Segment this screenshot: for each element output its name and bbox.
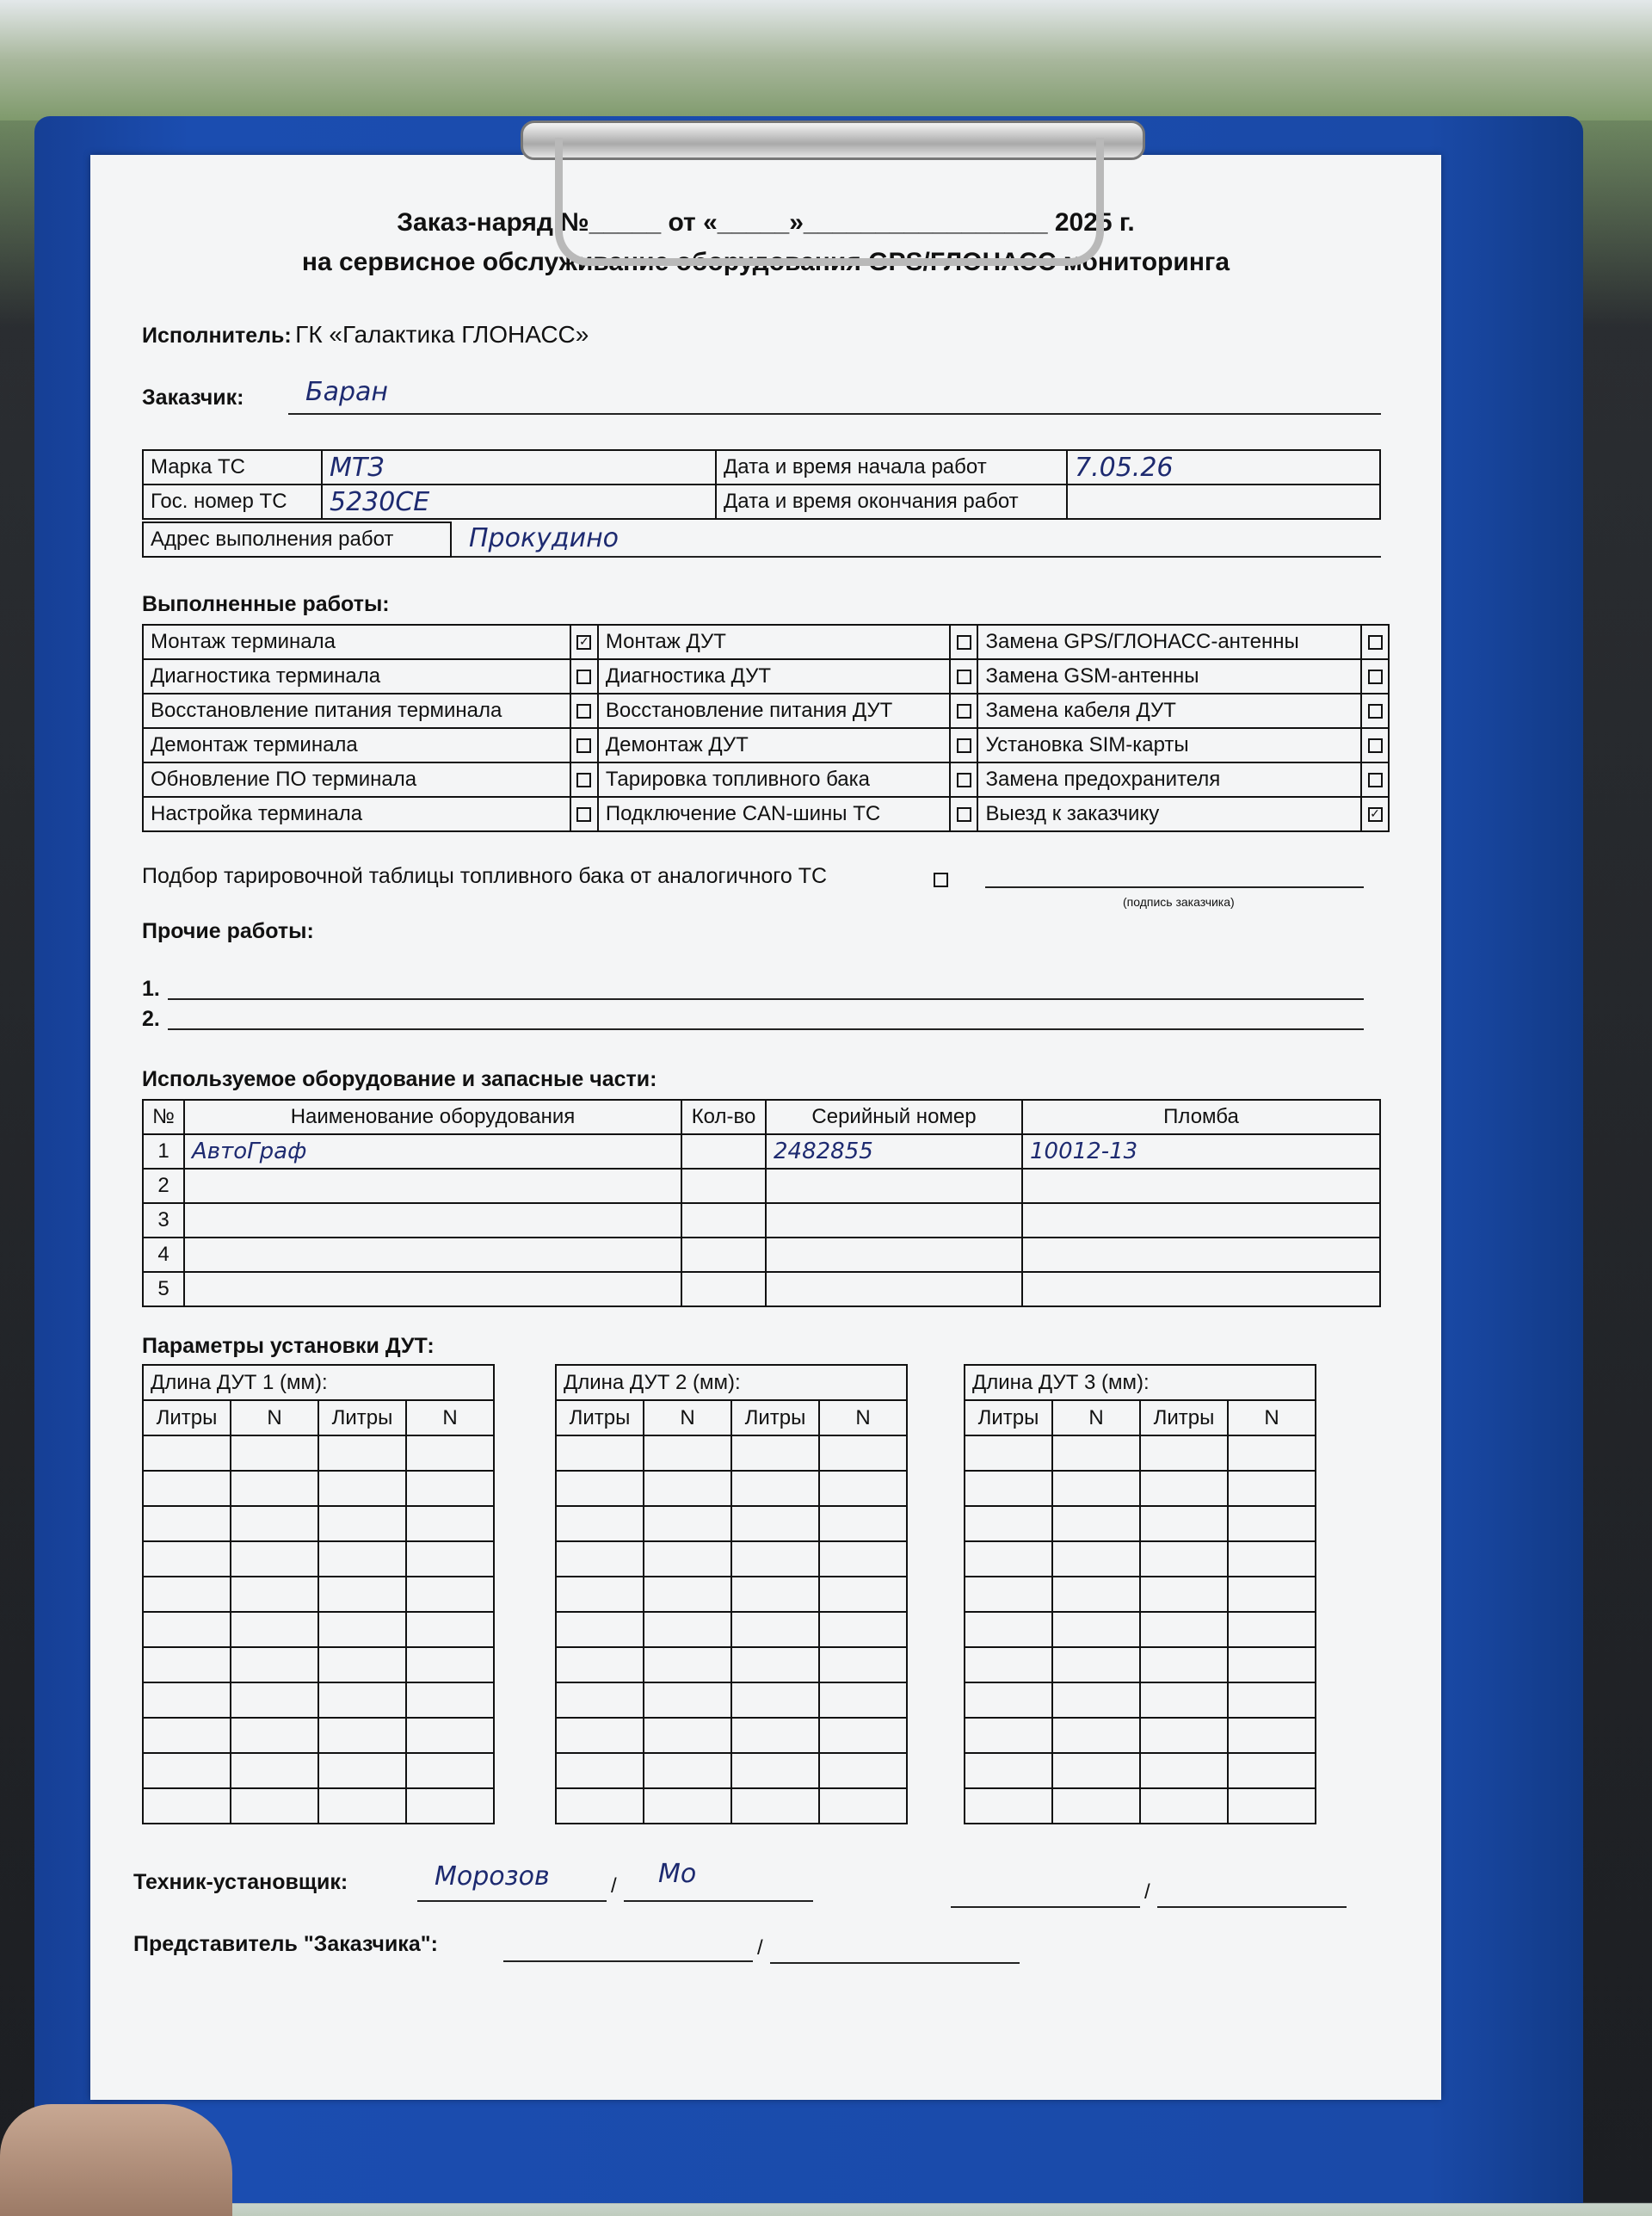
- dut-cell[interactable]: [1228, 1788, 1316, 1824]
- equipment-cell: 4: [143, 1238, 184, 1272]
- work-checkbox[interactable]: [957, 635, 971, 650]
- work-label: Выезд к заказчику: [977, 797, 1361, 831]
- dut-cell[interactable]: [231, 1788, 318, 1824]
- dut-cell[interactable]: [143, 1788, 231, 1824]
- dut-col-header: N: [1052, 1400, 1140, 1435]
- work-label: Диагностика ДУТ: [598, 659, 951, 694]
- dut-cell[interactable]: [1228, 1753, 1316, 1788]
- dut-cell[interactable]: [1052, 1506, 1140, 1541]
- dut-cell[interactable]: [406, 1435, 494, 1471]
- dut-table-2: [555, 1364, 908, 1824]
- equipment-cell: [681, 1238, 766, 1272]
- dut-cell[interactable]: [731, 1471, 819, 1506]
- dut-col-header: Литры: [143, 1400, 231, 1435]
- dut-cell[interactable]: [965, 1435, 1052, 1471]
- equipment-header-seal: Пломба: [1022, 1100, 1380, 1134]
- dut-cell[interactable]: [819, 1647, 907, 1682]
- dut-cell[interactable]: [556, 1541, 644, 1577]
- work-label: Замена кабеля ДУТ: [977, 694, 1361, 728]
- equipment-cell: [1022, 1169, 1380, 1203]
- dut-cell[interactable]: [406, 1471, 494, 1506]
- dut-col-header: N: [1228, 1400, 1316, 1435]
- dut-cell[interactable]: [1140, 1612, 1228, 1647]
- dut-cell[interactable]: [406, 1788, 494, 1824]
- equipment-row: [143, 1272, 1380, 1306]
- dut-cell[interactable]: [644, 1471, 731, 1506]
- brand-label: Марка ТС: [143, 450, 322, 485]
- work-checkbox[interactable]: [1368, 773, 1383, 787]
- dut-cell[interactable]: [318, 1471, 406, 1506]
- dut-table-title: Длина ДУТ 3 (мм):: [965, 1365, 1316, 1400]
- work-label: Обновление ПО терминала: [143, 762, 570, 797]
- works-row: [143, 694, 1389, 728]
- dut-cell[interactable]: [1228, 1506, 1316, 1541]
- equipment-cell: [1022, 1238, 1380, 1272]
- dut-col-header: Литры: [556, 1400, 644, 1435]
- extra-sign-line-2: [1157, 1906, 1347, 1908]
- equipment-cell: [766, 1203, 1022, 1238]
- dut-cell[interactable]: [965, 1577, 1052, 1612]
- dut-cell[interactable]: [318, 1682, 406, 1718]
- work-checkbox-cell: [570, 625, 598, 659]
- executor-value: ГК «Галактика ГЛОНАСС»: [295, 321, 589, 348]
- address-table: [142, 522, 452, 558]
- work-checkbox[interactable]: [1368, 704, 1383, 719]
- dut-cell[interactable]: [644, 1506, 731, 1541]
- equipment-cell: 10012-13: [1022, 1134, 1380, 1169]
- work-label: Подключение CAN-шины ТС: [598, 797, 951, 831]
- work-checkbox-cell: [1361, 694, 1389, 728]
- slash-3: /: [757, 1936, 763, 1960]
- equipment-cell: [1022, 1203, 1380, 1238]
- brand-value: МТЗ: [322, 450, 716, 485]
- work-checkbox-cell: [950, 625, 977, 659]
- dut-cell[interactable]: [731, 1788, 819, 1824]
- dut-cell[interactable]: [1052, 1471, 1140, 1506]
- dut-cell[interactable]: [965, 1506, 1052, 1541]
- equipment-cell: 1: [143, 1134, 184, 1169]
- dut-cell[interactable]: [1228, 1577, 1316, 1612]
- dut-cell[interactable]: [231, 1541, 318, 1577]
- equipment-cell: [681, 1272, 766, 1306]
- dut-cell[interactable]: [965, 1541, 1052, 1577]
- work-checkbox-cell: [950, 797, 977, 831]
- extra-sign-line-1: [951, 1906, 1140, 1908]
- dut-cell[interactable]: [556, 1471, 644, 1506]
- equipment-cell: [184, 1203, 681, 1238]
- equipment-row: [143, 1238, 1380, 1272]
- dut-cell[interactable]: [1052, 1647, 1140, 1682]
- work-checkbox[interactable]: [957, 670, 971, 684]
- dut-cell[interactable]: [231, 1753, 318, 1788]
- dut-cell[interactable]: [556, 1753, 644, 1788]
- dut-cell[interactable]: [143, 1506, 231, 1541]
- work-checkbox[interactable]: ✓: [576, 635, 591, 650]
- dut-cell[interactable]: [406, 1506, 494, 1541]
- dut-cell[interactable]: [231, 1577, 318, 1612]
- equipment-row: [143, 1134, 1380, 1169]
- work-checkbox-cell: [950, 762, 977, 797]
- dut-cell[interactable]: [318, 1788, 406, 1824]
- dut-cell[interactable]: [231, 1682, 318, 1718]
- works-row: [143, 762, 1389, 797]
- work-checkbox-cell: [570, 728, 598, 762]
- dut-cell[interactable]: [731, 1435, 819, 1471]
- equipment-cell: [766, 1272, 1022, 1306]
- dut-cell[interactable]: [1140, 1718, 1228, 1753]
- dut-cell[interactable]: [819, 1541, 907, 1577]
- work-checkbox-cell: [1361, 762, 1389, 797]
- dut-cell[interactable]: [1052, 1612, 1140, 1647]
- work-label: Восстановление питания ДУТ: [598, 694, 951, 728]
- address-line: [452, 556, 1381, 558]
- dut-cell[interactable]: [143, 1682, 231, 1718]
- equipment-row: [143, 1203, 1380, 1238]
- work-checkbox[interactable]: [576, 807, 591, 822]
- dut-cell[interactable]: [143, 1753, 231, 1788]
- slash-1: /: [611, 1874, 617, 1898]
- dut-cell[interactable]: [819, 1471, 907, 1506]
- dut-cell[interactable]: [731, 1577, 819, 1612]
- dut-cell[interactable]: [731, 1647, 819, 1682]
- work-label: Установка SIM-карты: [977, 728, 1361, 762]
- works-row: [143, 797, 1389, 831]
- dut-cell[interactable]: [644, 1577, 731, 1612]
- dut-col-header: N: [406, 1400, 494, 1435]
- equipment-cell: [184, 1238, 681, 1272]
- address-value: Прокудино: [469, 523, 620, 553]
- work-checkbox-cell: [1361, 797, 1389, 831]
- dut-cell[interactable]: [1140, 1471, 1228, 1506]
- works-heading: Выполненные работы:: [142, 592, 390, 616]
- dut-cell[interactable]: [406, 1753, 494, 1788]
- work-label: Настройка терминала: [143, 797, 570, 831]
- dut-cell[interactable]: [1140, 1753, 1228, 1788]
- address-label: Адрес выполнения работ: [143, 522, 451, 557]
- works-row: [143, 659, 1389, 694]
- dut-cell[interactable]: [1140, 1788, 1228, 1824]
- customer-label: Заказчик:: [142, 386, 244, 410]
- dut-heading: Параметры установки ДУТ:: [142, 1334, 435, 1358]
- equipment-cell: [681, 1134, 766, 1169]
- dut-col-header: Литры: [1140, 1400, 1228, 1435]
- dut-cell[interactable]: [819, 1577, 907, 1612]
- other-work-1-line: [168, 998, 1364, 1000]
- work-checkbox-cell: [950, 659, 977, 694]
- work-checkbox-cell: [570, 762, 598, 797]
- dut-cell[interactable]: [731, 1506, 819, 1541]
- customer-signature-caption: (подпись заказчика): [1123, 895, 1235, 909]
- dut-cell[interactable]: [143, 1435, 231, 1471]
- dut-col-header: Литры: [318, 1400, 406, 1435]
- work-label: Монтаж терминала: [143, 625, 570, 659]
- work-label: Восстановление питания терминала: [143, 694, 570, 728]
- dut-cell[interactable]: [318, 1577, 406, 1612]
- calibration-signature-line: [985, 886, 1364, 888]
- calibration-label: Подбор тарировочной таблицы топливного бака от аналогичного ТС: [142, 864, 828, 888]
- equipment-cell: [184, 1169, 681, 1203]
- other-work-1-number: 1.: [142, 977, 160, 1001]
- dut-cell[interactable]: [143, 1718, 231, 1753]
- work-label: Демонтаж ДУТ: [598, 728, 951, 762]
- dut-cell[interactable]: [819, 1435, 907, 1471]
- dut-cell[interactable]: [644, 1718, 731, 1753]
- dut-cell[interactable]: [556, 1788, 644, 1824]
- clipboard-clip: [521, 120, 1140, 275]
- executor-row: [142, 321, 589, 349]
- work-checkbox[interactable]: [576, 670, 591, 684]
- dut-cell[interactable]: [231, 1718, 318, 1753]
- dut-cell[interactable]: [819, 1682, 907, 1718]
- work-label: Замена GSM-антенны: [977, 659, 1361, 694]
- dut-cell[interactable]: [1228, 1471, 1316, 1506]
- dut-cell[interactable]: [556, 1682, 644, 1718]
- dut-cell[interactable]: [1140, 1541, 1228, 1577]
- vehicle-table: [142, 449, 1381, 520]
- dut-cell[interactable]: [819, 1788, 907, 1824]
- dut-col-header: N: [819, 1400, 907, 1435]
- dut-cell[interactable]: [406, 1682, 494, 1718]
- work-checkbox[interactable]: [957, 807, 971, 822]
- dut-cell[interactable]: [231, 1471, 318, 1506]
- dut-cell[interactable]: [231, 1647, 318, 1682]
- equipment-header-no: №: [143, 1100, 184, 1134]
- dut-col-header: Литры: [731, 1400, 819, 1435]
- clip-loop: [555, 138, 1104, 266]
- dut-cell[interactable]: [143, 1577, 231, 1612]
- work-checkbox[interactable]: [576, 773, 591, 787]
- car-window-view: [0, 0, 1652, 120]
- dut-cell[interactable]: [318, 1612, 406, 1647]
- dut-cell[interactable]: [965, 1753, 1052, 1788]
- dut-cell[interactable]: [644, 1541, 731, 1577]
- work-label: Замена предохранителя: [977, 762, 1361, 797]
- dut-cell[interactable]: [965, 1718, 1052, 1753]
- work-checkbox[interactable]: [576, 704, 591, 719]
- dut-cell[interactable]: [1228, 1647, 1316, 1682]
- dut-cell[interactable]: [318, 1435, 406, 1471]
- dut-cell[interactable]: [318, 1541, 406, 1577]
- dut-cell[interactable]: [1052, 1541, 1140, 1577]
- dut-cell[interactable]: [644, 1788, 731, 1824]
- dut-cell[interactable]: [1052, 1753, 1140, 1788]
- equipment-cell: [184, 1272, 681, 1306]
- start-label: Дата и время начала работ: [716, 450, 1067, 485]
- equipment-row: [143, 1169, 1380, 1203]
- work-checkbox-cell: [1361, 659, 1389, 694]
- dut-cell[interactable]: [406, 1577, 494, 1612]
- plate-label: Гос. номер ТС: [143, 485, 322, 519]
- dut-table-title: Длина ДУТ 2 (мм):: [556, 1365, 907, 1400]
- dut-cell[interactable]: [644, 1682, 731, 1718]
- end-label: Дата и время окончания работ: [716, 485, 1067, 519]
- dut-cell[interactable]: [1052, 1577, 1140, 1612]
- equipment-cell: 2: [143, 1169, 184, 1203]
- customer-line: [288, 413, 1381, 415]
- dut-cell[interactable]: [965, 1612, 1052, 1647]
- customer-rep-label: Представитель "Заказчика":: [133, 1932, 438, 1956]
- dut-cell[interactable]: [318, 1647, 406, 1682]
- dut-cell[interactable]: [1052, 1788, 1140, 1824]
- dut-cell[interactable]: [1228, 1541, 1316, 1577]
- work-label: Диагностика терминала: [143, 659, 570, 694]
- equipment-cell: 3: [143, 1203, 184, 1238]
- equipment-cell: АвтоГраф: [184, 1134, 681, 1169]
- dut-cell[interactable]: [1140, 1577, 1228, 1612]
- dut-cell[interactable]: [556, 1506, 644, 1541]
- dut-cell[interactable]: [1140, 1435, 1228, 1471]
- dut-cell[interactable]: [731, 1718, 819, 1753]
- dut-cell[interactable]: [731, 1612, 819, 1647]
- dut-cell[interactable]: [143, 1541, 231, 1577]
- dut-table-1: [142, 1364, 495, 1824]
- calibration-checkbox[interactable]: [934, 873, 948, 887]
- dut-cell[interactable]: [556, 1647, 644, 1682]
- dut-cell[interactable]: [318, 1718, 406, 1753]
- dut-cell[interactable]: [965, 1788, 1052, 1824]
- dut-cell[interactable]: [406, 1647, 494, 1682]
- end-value: [1067, 485, 1380, 519]
- dut-cell[interactable]: [406, 1541, 494, 1577]
- dut-cell[interactable]: [1052, 1435, 1140, 1471]
- dut-cell[interactable]: [556, 1718, 644, 1753]
- work-checkbox[interactable]: [576, 738, 591, 753]
- dut-cell[interactable]: [819, 1753, 907, 1788]
- dut-cell[interactable]: [965, 1647, 1052, 1682]
- technician-sign-line: [624, 1900, 813, 1902]
- dut-cell[interactable]: [819, 1718, 907, 1753]
- work-checkbox[interactable]: [957, 738, 971, 753]
- technician-name: Морозов: [435, 1861, 550, 1892]
- other-work-2-line: [168, 1028, 1364, 1030]
- works-row: [143, 625, 1389, 659]
- equipment-heading: Используемое оборудование и запасные части:: [142, 1067, 657, 1091]
- doc-title-line2: на сервисное обслуживание оборудования GPS/ГЛОНАСС мониторинга: [301, 248, 1230, 276]
- work-label: Замена GPS/ГЛОНАСС-антенны: [977, 625, 1361, 659]
- equipment-cell: [681, 1169, 766, 1203]
- dut-cell[interactable]: [143, 1612, 231, 1647]
- dut-cell[interactable]: [731, 1541, 819, 1577]
- dut-cell[interactable]: [143, 1647, 231, 1682]
- dut-table-3: [964, 1364, 1316, 1824]
- dut-col-header: N: [231, 1400, 318, 1435]
- work-checkbox-cell: [570, 694, 598, 728]
- work-order-sheet: [90, 155, 1441, 2100]
- dut-cell[interactable]: [556, 1435, 644, 1471]
- equipment-cell: [681, 1203, 766, 1238]
- dut-table-title: Длина ДУТ 1 (мм):: [143, 1365, 494, 1400]
- dut-cell[interactable]: [1228, 1718, 1316, 1753]
- equipment-header-serial: Серийный номер: [766, 1100, 1022, 1134]
- dut-cell[interactable]: [819, 1506, 907, 1541]
- work-label: Демонтаж терминала: [143, 728, 570, 762]
- work-checkbox-cell: [570, 659, 598, 694]
- dut-cell[interactable]: [143, 1471, 231, 1506]
- dut-cell[interactable]: [1052, 1718, 1140, 1753]
- dut-col-header: Литры: [965, 1400, 1052, 1435]
- dut-cell[interactable]: [556, 1612, 644, 1647]
- dut-cell[interactable]: [231, 1435, 318, 1471]
- other-work-2-number: 2.: [142, 1007, 160, 1031]
- dut-cell[interactable]: [231, 1612, 318, 1647]
- executor-label: Исполнитель:: [142, 324, 292, 348]
- plate-value: 5230СЕ: [322, 485, 716, 519]
- equipment-cell: 2482855: [766, 1134, 1022, 1169]
- technician-label: Техник-установщик:: [133, 1870, 348, 1894]
- customer-rep-line-2: [770, 1962, 1020, 1964]
- work-checkbox[interactable]: [1368, 635, 1383, 650]
- start-value: 7.05.26: [1067, 450, 1380, 485]
- work-checkbox[interactable]: ✓: [1368, 807, 1383, 822]
- work-checkbox-cell: [570, 797, 598, 831]
- equipment-table: [142, 1099, 1381, 1307]
- dut-cell[interactable]: [731, 1753, 819, 1788]
- equipment-cell: [766, 1238, 1022, 1272]
- dut-cell[interactable]: [1140, 1506, 1228, 1541]
- work-checkbox-cell: [950, 728, 977, 762]
- dut-cell[interactable]: [1228, 1435, 1316, 1471]
- work-checkbox[interactable]: [1368, 670, 1383, 684]
- customer-rep-line-1: [503, 1960, 753, 1962]
- dut-cell[interactable]: [318, 1753, 406, 1788]
- dut-cell[interactable]: [231, 1506, 318, 1541]
- work-checkbox-cell: [1361, 728, 1389, 762]
- equipment-cell: [1022, 1272, 1380, 1306]
- slash-2: /: [1144, 1880, 1150, 1904]
- dut-cell[interactable]: [965, 1471, 1052, 1506]
- works-row: [143, 728, 1389, 762]
- dut-cell[interactable]: [1228, 1682, 1316, 1718]
- other-works-heading: Прочие работы:: [142, 919, 314, 943]
- dut-cell[interactable]: [556, 1577, 644, 1612]
- work-checkbox-cell: [1361, 625, 1389, 659]
- dut-col-header: N: [644, 1400, 731, 1435]
- dut-cell[interactable]: [644, 1753, 731, 1788]
- thumb: [0, 2104, 232, 2216]
- customer-value: Баран: [305, 377, 389, 407]
- dut-cell[interactable]: [1228, 1612, 1316, 1647]
- work-label: Тарировка топливного бака: [598, 762, 951, 797]
- dut-cell[interactable]: [819, 1612, 907, 1647]
- work-checkbox[interactable]: [957, 704, 971, 719]
- dut-cell[interactable]: [731, 1682, 819, 1718]
- dut-cell[interactable]: [406, 1612, 494, 1647]
- work-checkbox[interactable]: [957, 773, 971, 787]
- dut-cell[interactable]: [318, 1506, 406, 1541]
- technician-name-line: [417, 1900, 607, 1902]
- work-checkbox[interactable]: [1368, 738, 1383, 753]
- equipment-cell: 5: [143, 1272, 184, 1306]
- equipment-header-qty: Кол-во: [681, 1100, 766, 1134]
- doc-title-line1: Заказ-наряд №_____ от «_____»_________________ 2025 г.: [397, 208, 1135, 237]
- technician-sign: Мо: [658, 1859, 697, 1889]
- dut-cell[interactable]: [965, 1682, 1052, 1718]
- equipment-header-name: Наименование оборудования: [184, 1100, 681, 1134]
- dut-cell[interactable]: [406, 1718, 494, 1753]
- dut-cell[interactable]: [644, 1612, 731, 1647]
- dut-cell[interactable]: [1140, 1682, 1228, 1718]
- equipment-cell: [766, 1169, 1022, 1203]
- dut-cell[interactable]: [644, 1647, 731, 1682]
- dut-cell[interactable]: [1052, 1682, 1140, 1718]
- work-label: Монтаж ДУТ: [598, 625, 951, 659]
- works-table: [142, 624, 1390, 832]
- work-checkbox-cell: [950, 694, 977, 728]
- dut-cell[interactable]: [644, 1435, 731, 1471]
- dut-cell[interactable]: [1140, 1647, 1228, 1682]
